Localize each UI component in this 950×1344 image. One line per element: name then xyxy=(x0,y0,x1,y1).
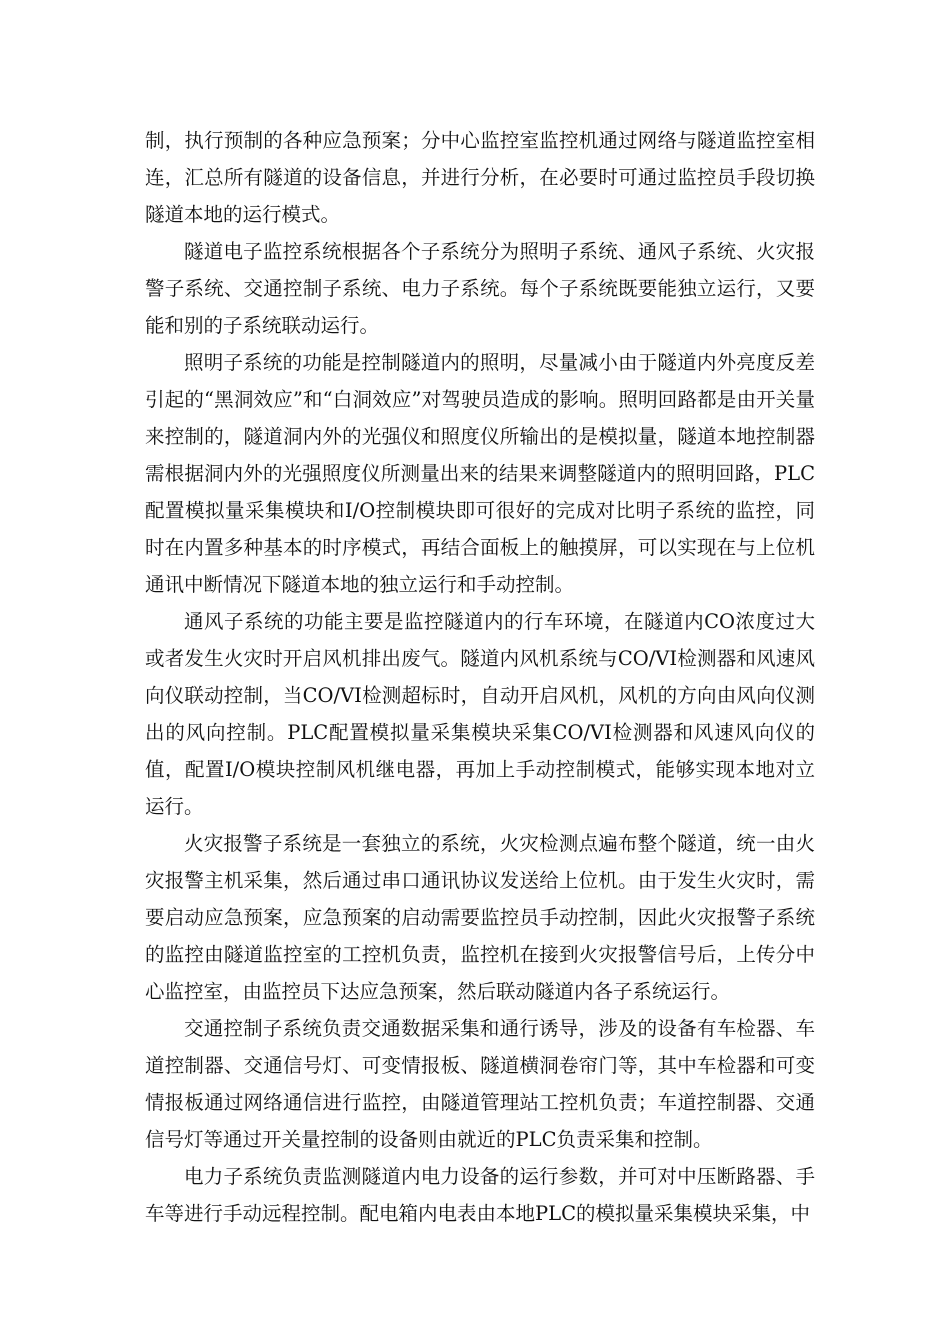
paragraph-continuation: 制，执行预制的各种应急预案；分中心监控室监控机通过网络与隧道监控室相连，汇总所有隧道的设备信息，并进行分析，在必要时可通过监控员手段切换隧道本地的运行模式。 xyxy=(145,129,815,226)
paragraph-ventilation-subsystem: 通风子系统的功能主要是监控隧道内的行车环境，在隧道内CO浓度过大或者发生火灾时开启风机排出废气。隧道内风机系统与CO/VI检测器和风速风向仪联动控制，当CO/VI检测超标时，自动开启风机，风机的方向由风向仪测出的风向控制。PLC配置模拟量采集模块采集CO/VI检测器和风速风向仪的值，配置I/O模块控制风机继电器，再加上手动控制模式，能够实现本地对立运行。 xyxy=(145,610,815,818)
paragraph-fire-alarm-subsystem: 火灾报警子系统是一套独立的系统，火灾检测点遍布整个隧道，统一由火灾报警主机采集，然后通过串口通讯协议发送给上位机。由于发生火灾时，需要启动应急预案，应急预案的启动需要监控员手动控制，因此火灾报警子系统的监控由隧道监控室的工控机负责，监控机在接到火灾报警信号后，上传分中心监控室，由监控员下达应急预案，然后联动隧道内各子系统运行。 xyxy=(145,832,815,1003)
paragraph-lighting-subsystem: 照明子系统的功能是控制隧道内的照明，尽量减小由于隧道内外亮度反差引起的“黑洞效应”和“白洞效应”对驾驶员造成的影响。照明回路都是由开关量来控制的，隧道洞内外的光强仪和照度仪所输出的是模拟量，隧道本地控制器需根据洞内外的光强照度仪所测量出来的结果来调整隧道内的照明回路，PLC配置模拟量采集模块和I/O控制模块即可很好的完成对比明子系统的监控，同时在内置多种基本的时序模式，再结合面板上的触摸屏，可以实现在与上位机通讯中断情况下隧道本地的独立运行和手动控制。 xyxy=(145,351,815,596)
paragraph-subsystems-overview: 隧道电子监控系统根据各个子系统分为照明子系统、通风子系统、火灾报警子系统、交通控制子系统、电力子系统。每个子系统既要能独立运行，又要能和别的子系统联动运行。 xyxy=(145,240,815,337)
document-body xyxy=(145,122,815,1232)
paragraph-traffic-control-subsystem: 交通控制子系统负责交通数据采集和通行诱导，涉及的设备有车检器、车道控制器、交通信号灯、可变情报板、隧道横洞卷帘门等，其中车检器和可变情报板通过网络通信进行监控，由隧道管理站工控机负责；车道控制器、交通信号灯等通过开关量控制的设备则由就近的PLC负责采集和控制。 xyxy=(145,1017,815,1151)
paragraph-power-subsystem: 电力子系统负责监测隧道内电力设备的运行参数，并可对中压断路器、手车等进行手动远程控制。配电箱内电表由本地PLC的模拟量采集模块采集，中 xyxy=(145,1165,815,1225)
